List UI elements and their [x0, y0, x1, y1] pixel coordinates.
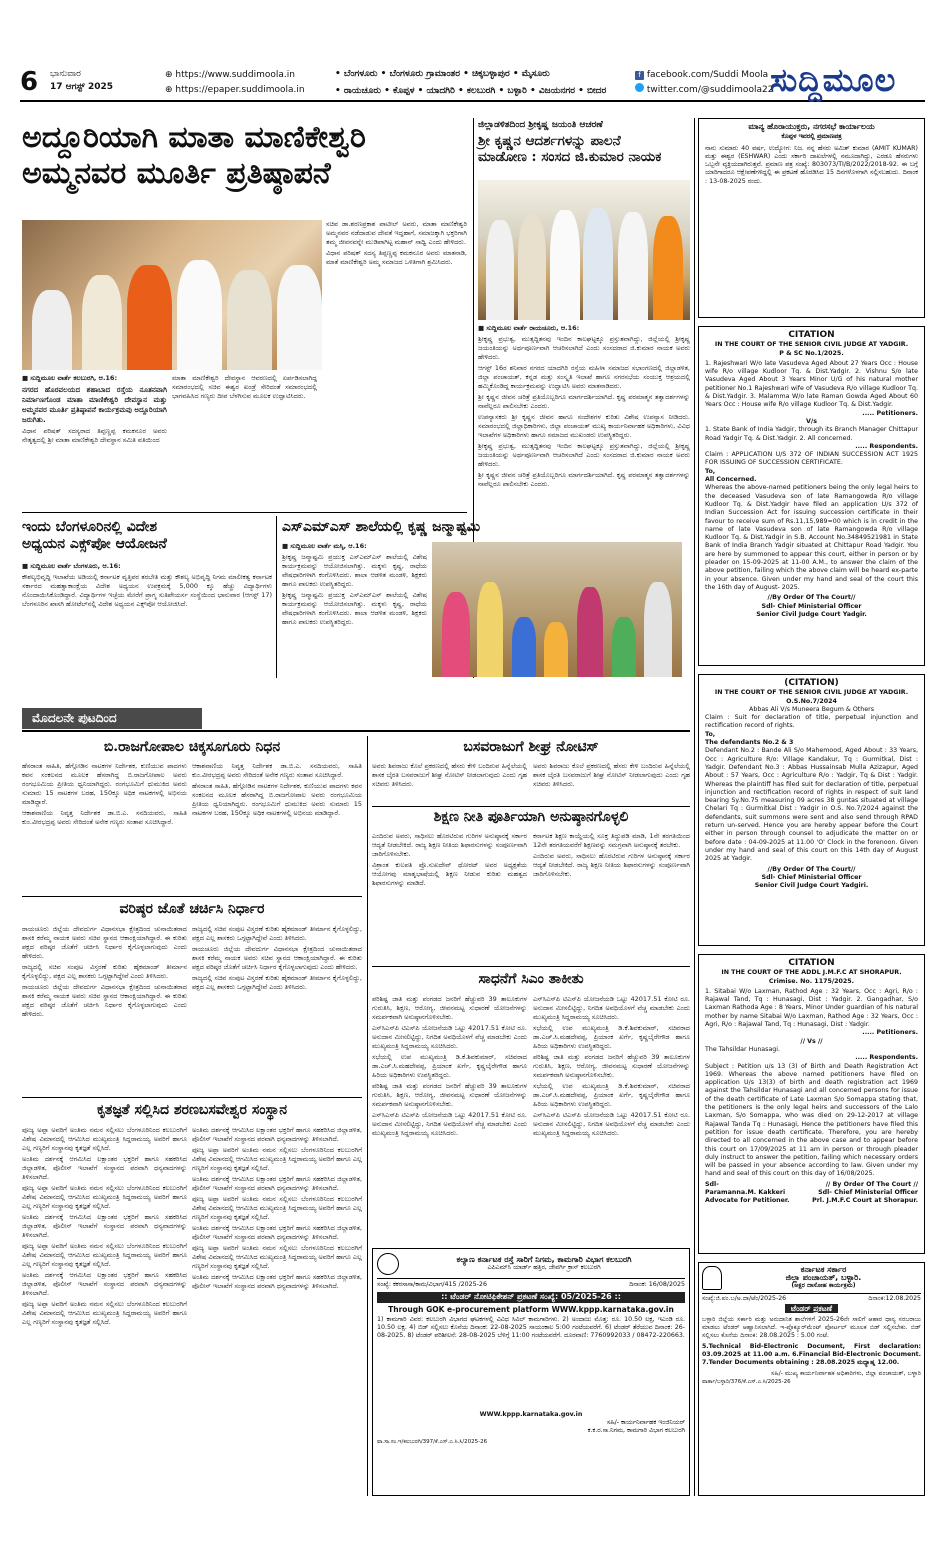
- ballari-tender-label: ಟೆಂಡರ್ ಪ್ರಕಟಣೆ: [785, 1304, 838, 1313]
- janmashtami-paragraph: ಶ್ರೀಕೃಷ್ಣ ಜನ್ಮಾಷ್ಟಮಿ ಪ್ರಯುಕ್ತ ಎಸ್‌ಎಮ್‌ಎಸ್ ಶಾಲೆಯಲ್ಲಿ ವಿಶೇಷ ಕಾರ್ಯಕ್ರಮವನ್ನು ಆಯೋಜಿಸಲಾಗಿತ್ತು. ಮಕ್ಕಳು ಕೃಷ್ಣ, ರಾಧೆಯ ವೇಷಧಾರಿಗಳಾಗಿ ಕಂಗೊಳಿಸಿದರು. ಶಾಲಾ ಆಡಳಿತ ಮಂಡಳಿ, ಶಿಕ್ಷಕರು ಹಾಗೂ ಪಾಲಕರು ಉಪಸ್ಥಿತರಿದ್ದರು.: [282, 553, 427, 588]
- kkrtc-signer-office: ಕ.ಕ.ರ.ಸಾ.ನಿಗಮ, ಕಾಮಗಾರಿ ವಿಭಾಗ ಕಲಬುರಗಿ: [587, 1427, 685, 1435]
- divider: [22, 730, 690, 732]
- sharana-paragraph: ಪೂಜ್ಯ ಅಪ್ಪಾ ಅವರಿಗೆ ಅಂತಿಮ ನಮನ ಸಲ್ಲಿಸಲು ಬೆಂಗಳೂರಿನಿಂದ ಕಲಬುರಗಿಗೆ ವಿಶೇಷ ವಿಮಾನದಲ್ಲಿ ಆಗಮಿಸಿದ ಮುಖ್ಯಮಂತ್ರಿ ಸಿದ್ದರಾಮಯ್ಯ ಅವರಿಗೆ ಹಾಗೂ ಎಲ್ಲ ಗಣ್ಯರಿಗೆ ಸಂಸ್ಥಾನವು ಕೃತಜ್ಞತೆ ಸಲ್ಲಿಸಿದೆ.: [22, 1184, 187, 1210]
- citation-respondents-label: ..... Respondents.: [855, 442, 918, 450]
- citation-order: //By Order Of The Court//: [767, 594, 856, 602]
- citation-vs: V/s: [806, 417, 817, 425]
- ballari-title2: ಜಿಲ್ಲಾ ಪಂಚಾಯತ್, ಬಳ್ಳಾರಿ.: [785, 1273, 862, 1283]
- facebook-icon: f: [635, 71, 644, 80]
- website-links: [165, 68, 305, 98]
- expo-paragraph: ಕೌಶಲ್ಯಭಿವೃದ್ಧಿ ಇಲಾಖೆಯ ಅಡಿಯಲ್ಲಿ ಕರ್ನಾಟಕ ವೃತ್ತಿಪರ ತರಬೇತಿ ಮತ್ತು ಕೌಶಲ್ಯ ಅಭಿವೃದ್ಧಿ ನಿಗಮ ಮಾಲೀಕತ್ವ ಕರ್ನಾಟಕ ಸರ್ಕಾರದ ಮಹತ್ವಾಕಾಂಕ್ಷೆಯ ವಿದೇಶ ಅಧ್ಯಯನ ಉಪಕ್ರಮಕ್ಕೆ 5,000 ಕ್ಕೂ ಹೆಚ್ಚು ವಿದ್ಯಾರ್ಥಿಗಳು ನೊಂದಾಯಿಸಿಕೊಂಡಿದ್ದಾರೆ. ವಿದ್ಯಾರ್ಥಿಗಳ ಇಚ್ಛೆಯ ಮೇರೆಗೆ ಪ್ರಾಗ್ಮ ಸುತಿಪೇಯರ್ಸ ಸಂಸ್ಥೆಯಿಂದ ಭಾನುವಾರ (ಆಗಸ್ಟ್ 17) ಬೆಂಗಳೂರಿನ ಖಾಸಗಿ ಹೋಟೆಲ್‌ನಲ್ಲಿ ವಿದೇಶ ಅಧ್ಯಯನ ಎಕ್ಸ್‌ಪೋ ಆಯೋಜಿಸಿದೆ.: [22, 573, 272, 608]
- nirdhara-paragraph: ರಾಜ್ಯದಲ್ಲಿ ಸಚಿವ ಸಂಪುಟ ವಿಸ್ತರಣೆ ಕುರಿತು ಹೈಕಮಾಂಡ್ ತೀರ್ಮಾನ ಕೈಗೊಳ್ಳಲಿದ್ದು, ಪಕ್ಷದ ಎಲ್ಲ ಶಾಸಕರು ಒಗ್ಗಟ್ಟಾಗಿದ್ದೇವೆ ಎಂದು ತಿಳಿಸಿದರು.: [192, 925, 362, 942]
- shikshana-paragraph: ವಿಶ್ರಾಂತ ಕುಲಪತಿ ಪ್ರೊ.ಸುಖದೇವ್ ಥೋರಟ್ ಅವರ ಅಧ್ಯಕ್ಷತೆಯ ಆಯೋಗವು ಮಾತೃಭಾಷೆಯಲ್ಲಿ ಶಿಕ್ಷಣ ನೀಡುವ ಕುರಿತು ಮಹತ್ವದ ಶಿಫಾರಸುಗಳನ್ನು ಮಾಡಿದೆ.: [372, 861, 527, 887]
- section-band: ಮೊದಲನೇ ಪುಟದಿಂದ: [22, 708, 202, 729]
- janmashtami-photo: [432, 542, 682, 677]
- lead-intro: ನಗರದ ಹೊರವಲಯದ ಶಹಾಬಾದ ರಸ್ತೆಯ ನೂತನವಾಗಿ ನಿರ್ಮಾಣಗೊಂಡ ಮಾತಾ ಮಾಣಿಕೇಶ್ವರಿ ದೇವಸ್ಥಾನ ಮತ್ತು ಅಮ್ಮನವರ ಮೂರ್ತಿ ಪ್ರತಿಷ್ಠಾಪನೆ ಕಾರ್ಯಕ್ರಮವು ಅದ್ದೂರಿಯಾಗಿ ಜರುಗಿತು.: [22, 385, 167, 424]
- shikshana-paragraph: ಎಂದಿರುವ ಅವರು, ಸಾಧಿಸಲು ಹೊರಟಿರುವ ಗುರಿಗಳ ಅನುಷ್ಠಾನಕ್ಕೆ ಸರ್ಕಾರ ಆದ್ಯತೆ ನೀಡಬೇಕಿದೆ. ರಾಜ್ಯ ಶಿಕ್ಷಣ ನೀತಿಯ ಶಿಫಾರಸುಗಳನ್ನು ಸಂಪೂರ್ಣವಾಗಿ ಜಾರಿಗೊಳಿಸಬೇಕು.: [533, 852, 690, 878]
- janmashtami-body: [282, 542, 427, 677]
- sharana-paragraph: ಅಂತಿಮ ದರ್ಶನಕ್ಕೆ ಆಗಮಿಸಿದ ಲಕ್ಷಾಂತರ ಭಕ್ತರಿಗೆ ಹಾಗೂ ಸಹಕರಿಸಿದ ಜಿಲ್ಲಾಡಳಿತ, ಪೊಲೀಸ್ ಇಲಾಖೆಗೆ ಸಂಸ್ಥಾನದ ಪರವಾಗಿ ಧನ್ಯವಾದಗಳನ್ನು ತಿಳಿಸಲಾಗಿದೆ.: [22, 1271, 187, 1297]
- sharana-paragraph: ಪೂಜ್ಯ ಅಪ್ಪಾ ಅವರಿಗೆ ಅಂತಿಮ ನಮನ ಸಲ್ಲಿಸಲು ಬೆಂಗಳೂರಿನಿಂದ ಕಲಬುರಗಿಗೆ ವಿಶೇಷ ವಿಮಾನದಲ್ಲಿ ಆಗಮಿಸಿದ ಮುಖ್ಯಮಂತ್ರಿ ಸಿದ್ದರಾಮಯ್ಯ ಅವರಿಗೆ ಹಾಗೂ ಎಲ್ಲ ಗಣ್ಯರಿಗೆ ಸಂಸ್ಥಾನವು ಕೃತಜ್ಞತೆ ಸಲ್ಲಿಸಿದೆ.: [192, 1146, 362, 1172]
- ballari-title3: (ಅಕ್ಷರ ದಾಸೋಹ ಕಾರ್ಯಕ್ರಮ): [791, 1282, 856, 1290]
- shikshana-paragraph: ಎಂದಿರುವ ಅವರು, ಸಾಧಿಸಲು ಹೊರಟಿರುವ ಗುರಿಗಳ ಅನುಷ್ಠಾನಕ್ಕೆ ಸರ್ಕಾರ ಆದ್ಯತೆ ನೀಡಬೇಕಿದೆ. ರಾಜ್ಯ ಶಿಕ್ಷಣ ನೀತಿಯ ಶಿಫಾರಸುಗಳನ್ನು ಸಂಪೂರ್ಣವಾಗಿ ಜಾರಿಗೊಳಿಸಬೇಕು.: [372, 832, 527, 858]
- sadhane-paragraph: ಪರಿಶಿಷ್ಟ ಜಾತಿ ಮತ್ತು ಪಂಗಡದ ಜನರಿಗೆ ಹೆಚ್ಚುವರಿ 39 ತಾಲೂಕುಗಳ ಗುರುತಿಸಿ, ಶಿಕ್ಷಣ, ಆರೋಗ್ಯ, ಜೀವನಮಟ್ಟ ಸುಧಾರಣೆ ಯೋಜನೆಗಳನ್ನು ಸಮರ್ಪಕವಾಗಿ ಅನುಷ್ಠಾನಗೊಳಿಸಬೇಕು.: [533, 1053, 690, 1079]
- citation-vs: // Vs //: [800, 1037, 823, 1045]
- sadhane-paragraph: ಎಸ್‌ಸಿಎಸ್‌ಪಿ ಟಿಎಸ್‌ಪಿ ಯೋಜನೆಯಡಿ ಒಟ್ಟು 42017.51 ಕೋಟಿ ರೂ. ಅನುದಾನ ಮೀಸಲಿಟ್ಟಿದ್ದು, ನಿಗದಿತ ಅವಧಿಯೊಳಗೆ ವೆಚ್ಚ ಮಾಡಬೇಕು ಎಂದು ಮುಖ್ಯಮಂತ್ರಿ ಸಿದ್ದರಾಮಯ್ಯ ಸೂಚಿಸಿದರು.: [533, 995, 690, 1021]
- sharana-paragraph: ಅಂತಿಮ ದರ್ಶನಕ್ಕೆ ಆಗಮಿಸಿದ ಲಕ್ಷಾಂತರ ಭಕ್ತರಿಗೆ ಹಾಗೂ ಸಹಕರಿಸಿದ ಜಿಲ್ಲಾಡಳಿತ, ಪೊಲೀಸ್ ಇಲಾಖೆಗೆ ಸಂಸ್ಥಾನದ ಪರವಾಗಿ ಧನ್ಯವಾದಗಳನ್ನು ತಿಳಿಸಲಾಗಿದೆ.: [192, 1126, 362, 1143]
- citation-parties: 1. Rajeshwari W/o late Vasudeva Aged About 27 Years Occ : House wife R/o village Kudloor Tq. & Dist.Yadgir. 2. Vishnu S/o late Vasudeva Aged About 3 Years Minor U/G of his natural mother petitioner No.1 Rajeshwari wife of Vasudeva R/o village Kudloor Tq. & Dist.Yadgir. 3. Malamma W/o late Raman Gowda Aged About 60 Years Occ : House wife R/o village Kudloor Tq. & Dist.Yadgir.: [705, 359, 918, 409]
- divider: [22, 1097, 362, 1098]
- rajagopal-col-1: [22, 762, 187, 892]
- citation-order: //By Order Of The Court//: [767, 865, 856, 873]
- lead-col-2: [172, 374, 317, 506]
- sharana-paragraph: ಪೂಜ್ಯ ಅಪ್ಪಾ ಅವರಿಗೆ ಅಂತಿಮ ನಮನ ಸಲ್ಲಿಸಲು ಬೆಂಗಳೂರಿನಿಂದ ಕಲಬುರಗಿಗೆ ವಿಶೇಷ ವಿಮಾನದಲ್ಲಿ ಆಗಮಿಸಿದ ಮುಖ್ಯಮಂತ್ರಿ ಸಿದ್ದರಾಮಯ್ಯ ಅವರಿಗೆ ಹಾಗೂ ಎಲ್ಲ ಗಣ್ಯರಿಗೆ ಸಂಸ್ಥಾನವು ಕೃತಜ್ಞತೆ ಸಲ್ಲಿಸಿದೆ.: [22, 1300, 187, 1326]
- sharana-col-2: [192, 1126, 362, 1496]
- facebook-link[interactable]: f facebook.com/Suddi Moola: [635, 68, 773, 83]
- sharana-paragraph: ಅಂತಿಮ ದರ್ಶನಕ್ಕೆ ಆಗಮಿಸಿದ ಲಕ್ಷಾಂತರ ಭಕ್ತರಿಗೆ ಹಾಗೂ ಸಹಕರಿಸಿದ ಜಿಲ್ಲಾಡಳಿತ, ಪೊಲೀಸ್ ಇಲಾಖೆಗೆ ಸಂಸ್ಥಾನದ ಪರವಾಗಿ ಧನ್ಯವಾದಗಳನ್ನು ತಿಳಿಸಲಾಗಿದೆ.: [192, 1273, 362, 1290]
- sharana-paragraph: ಪೂಜ್ಯ ಅಪ್ಪಾ ಅವರಿಗೆ ಅಂತಿಮ ನಮನ ಸಲ್ಲಿಸಲು ಬೆಂಗಳೂರಿನಿಂದ ಕಲಬುರಗಿಗೆ ವಿಶೇಷ ವಿಮಾನದಲ್ಲಿ ಆಗಮಿಸಿದ ಮುಖ್ಯಮಂತ್ರಿ ಸಿದ್ದರಾಮಯ್ಯ ಅವರಿಗೆ ಹಾಗೂ ಎಲ್ಲ ಗಣ್ಯರಿಗೆ ಸಂಸ್ಥಾನವು ಕೃತಜ್ಞತೆ ಸಲ್ಲಿಸಿದೆ.: [192, 1244, 362, 1270]
- koppal-subtitle: ಕೊಪ್ಪಳ ಇವರಲ್ಲಿ ಪ್ರಮಾಣಪತ್ರ: [781, 133, 842, 141]
- divider: [22, 512, 467, 513]
- edition-cities-row2: • ರಾಯಚೂರು • ಕೊಪ್ಪಳ • ಯಾದಗಿರಿ • ಕಲಬುರಗಿ • ಬಳ್ಳಾರಿ • ವಿಜಯನಗರ • ಬೀದರ: [335, 86, 607, 96]
- divider: [372, 806, 690, 807]
- kkrtc-date: ದಿನಾಂಕ: 16/08/2025: [629, 1281, 685, 1288]
- basavaraj-paragraph: ಅವರು ಶಿವರಾಜು ಕೊಲೆ ಪ್ರಕರಣದಲ್ಲಿ ಹೆಸರು ಕೇಳಿ ಬಂದಿರುವ ಹಿನ್ನೆಲೆಯಲ್ಲಿ ಶಾಸಕ ಬೈರತಿ ಬಸವರಾಜುಗೆ ಶೀಘ್ರ ನೋಟಿಸ್ ನೀಡಲಾಗುವುದು ಎಂದು ಗೃಹ ಸಚಿವರು ತಿಳಿಸಿದರು.: [533, 762, 690, 788]
- newspaper-logo: ಸುದ್ದಿಮೂಲ: [770, 61, 897, 99]
- divider: [22, 896, 362, 897]
- krishna-paragraph: ಶ್ರೀ ಕೃಷ್ಣನ ಜೀವನ ಚರಿತ್ರೆ ಪ್ರತಿಯೊಬ್ಬರಿಗೂ ಮಾರ್ಗದರ್ಶಿಯಾಗಿದೆ. ಕೃಷ್ಣ ಪರಮಾತ್ಮನ ತತ್ವಾದರ್ಶಗಳನ್ನು ನಾವೆಲ್ಲರೂ ಪಾಲಿಸಬೇಕು ಎಂದರು.: [478, 393, 690, 410]
- rajagopal-headline: ಬಿ.ರಾಜಗೋಪಾಲ ಚಿಕ್ಕಸೂಗೂರು ನಿಧನ: [103, 739, 281, 755]
- edition-cities: [335, 66, 606, 100]
- rajagopal-col-2: [192, 762, 362, 892]
- sharana-paragraph: ಅಂತಿಮ ದರ್ಶನಕ್ಕೆ ಆಗಮಿಸಿದ ಲಕ್ಷಾಂತರ ಭಕ್ತರಿಗೆ ಹಾಗೂ ಸಹಕರಿಸಿದ ಜಿಲ್ಲಾಡಳಿತ, ಪೊಲೀಸ್ ಇಲಾಖೆಗೆ ಸಂಸ್ಥಾನದ ಪರವಾಗಿ ಧನ್ಯವಾದಗಳನ್ನು ತಿಳಿಸಲಾಗಿದೆ.: [22, 1213, 187, 1239]
- citation-addressee: The defendants No.2 & 3: [705, 739, 794, 747]
- sadhane-paragraph: ಸಭೆಯಲ್ಲಿ ಉಪ ಮುಖ್ಯಮಂತ್ರಿ ಡಿ.ಕೆ.ಶಿವಕುಮಾರ್, ಸಚಿವರಾದ ಡಾ.ಎಚ್.ಸಿ.ಮಹದೇವಪ್ಪ, ಪ್ರಿಯಾಂಕ ಖರ್ಗೆ, ಕೃಷ್ಣಬೈರೇಗೌಡ ಹಾಗೂ ಹಿರಿಯ ಅಧಿಕಾರಿಗಳು ಉಪಸ್ಥಿತರಿದ್ದರು.: [533, 1024, 690, 1050]
- sadhane-paragraph: ಎಸ್‌ಸಿಎಸ್‌ಪಿ ಟಿಎಸ್‌ಪಿ ಯೋಜನೆಯಡಿ ಒಟ್ಟು 42017.51 ಕೋಟಿ ರೂ. ಅನುದಾನ ಮೀಸಲಿಟ್ಟಿದ್ದು, ನಿಗದಿತ ಅವಧಿಯೊಳಗೆ ವೆಚ್ಚ ಮಾಡಬೇಕು ಎಂದು ಮುಖ್ಯಮಂತ್ರಿ ಸಿದ್ದರಾಮಯ್ಯ ಸೂಚಿಸಿದರು.: [533, 1111, 690, 1137]
- expo-dateline: ■ ಸುದ್ದಿಮೂಲ ವಾರ್ತೆ ಬೆಂಗಳೂರು, ಆ.16:: [22, 562, 121, 570]
- expo-body: [22, 562, 272, 677]
- sharana-paragraph: ಪೂಜ್ಯ ಅಪ್ಪಾ ಅವರಿಗೆ ಅಂತಿಮ ನಮನ ಸಲ್ಲಿಸಲು ಬೆಂಗಳೂರಿನಿಂದ ಕಲಬುರಗಿಗೆ ವಿಶೇಷ ವಿಮಾನದಲ್ಲಿ ಆಗಮಿಸಿದ ಮುಖ್ಯಮಂತ್ರಿ ಸಿದ್ದರಾಮಯ್ಯ ಅವರಿಗೆ ಹಾಗೂ ಎಲ್ಲ ಗಣ್ಯರಿಗೆ ಸಂಸ್ಥಾನವು ಕೃತಜ್ಞತೆ ಸಲ್ಲಿಸಿದೆ.: [22, 1126, 187, 1152]
- nirdhara-col-1: [22, 925, 187, 1093]
- citation-court: IN THE COURT OF THE SENIOR CIVIL JUDGE AT YADGIR.: [714, 341, 909, 349]
- sadhane-paragraph: ಎಸ್‌ಸಿಎಸ್‌ಪಿ ಟಿಎಸ್‌ಪಿ ಯೋಜನೆಯಡಿ ಒಟ್ಟು 42017.51 ಕೋಟಿ ರೂ. ಅನುದಾನ ಮೀಸಲಿಟ್ಟಿದ್ದು, ನಿಗದಿತ ಅವಧಿಯೊಳಗೆ ವೆಚ್ಚ ಮಾಡಬೇಕು ಎಂದು ಮುಖ್ಯಮಂತ್ರಿ ಸಿದ್ದರಾಮಯ್ಯ ಸೂಚಿಸಿದರು.: [372, 1024, 527, 1050]
- ballari-items: 5.Technical Bid-Electronic Document, First declaration: 03.09.2025 at 11.00 a.m. 6.Financial Bid-Electronic Document. 7.Tender Documents obtaining : 28.08.2025 ಮಧ್ಯಾಹ್ನ 12.00.: [702, 1342, 921, 1367]
- rajagopal-paragraph: ಆಕಾಶವಾಣಿಯ ನಿವೃತ್ತ ನಿರ್ದೇಶಕ ಡಾ.ಬಿ.ಎ. ಸನದಿಯವರು, ಸಾಹಿತಿ ಕುಂ.ವೀರಭದ್ರಪ್ಪ ಅವರು ಸೇರಿದಂತೆ ಅನೇಕ ಗಣ್ಯರು ಸಂತಾಪ ಸೂಚಿಸಿದ್ದಾರೆ.: [192, 762, 362, 779]
- citation-petitioners-label: ..... Petitioners.: [862, 1029, 918, 1037]
- citation-case-number: Crimise. No. 1175/2025.: [768, 977, 855, 985]
- citation-parties: 1. Sitabai W/o Laxman, Rathod Age : 32 Years, Occ : Agri, R/o : Rajawal Tand, Tq : Hunasagi, Dist : Yadgir. 2. Gangadhar, S/o Laxman Rathoda Age : 8 Years, Minor Under guardian of his natural mother by name Sitabai W/o Laxman, Rathod Age : 32 Years, Occ : Agri, R/o : Rajawal Tand, Tq : Hunasagi, Dist : Yadgir.: [705, 987, 918, 1029]
- divider: [372, 966, 690, 967]
- sadhane-paragraph: ಎಸ್‌ಸಿಎಸ್‌ಪಿ ಟಿಎಸ್‌ಪಿ ಯೋಜನೆಯಡಿ ಒಟ್ಟು 42017.51 ಕೋಟಿ ರೂ. ಅನುದಾನ ಮೀಸಲಿಟ್ಟಿದ್ದು, ನಿಗದಿತ ಅವಧಿಯೊಳಗೆ ವೆಚ್ಚ ಮಾಡಬೇಕು ಎಂದು ಮುಖ್ಯಮಂತ್ರಿ ಸಿದ್ದರಾಮಯ್ಯ ಸೂಚಿಸಿದರು.: [372, 1111, 527, 1137]
- nirdhara-paragraph: ರಾಯಚೂರು ಜಿಲ್ಲೆಯ ದೇವದುರ್ಗ ವಿಧಾನಸಭಾ ಕ್ಷೇತ್ರದಿಂದ ಚುನಾಯಿತರಾದ ಶಾಸಕಿ ಕರೆಮ್ಮ ನಾಯಕ ಅವರು ಸಚಿವ ಸ್ಥಾನದ ಆಕಾಂಕ್ಷಿಯಾಗಿದ್ದಾರೆ. ಈ ಕುರಿತು ಪಕ್ಷದ ವರಿಷ್ಠರ ಜೊತೆಗೆ ಚರ್ಚಿಸಿ ನಿರ್ಧಾರ ಕೈಗೊಳ್ಳಲಾಗುವುದು ಎಂದು ಹೇಳಿದರು.: [22, 925, 187, 960]
- janmashtami-paragraph: ಶ್ರೀಕೃಷ್ಣ ಜನ್ಮಾಷ್ಟಮಿ ಪ್ರಯುಕ್ತ ಎಸ್‌ಎಮ್‌ಎಸ್ ಶಾಲೆಯಲ್ಲಿ ವಿಶೇಷ ಕಾರ್ಯಕ್ರಮವನ್ನು ಆಯೋಜಿಸಲಾಗಿತ್ತು. ಮಕ್ಕಳು ಕೃಷ್ಣ, ರಾಧೆಯ ವೇಷಧಾರಿಗಳಾಗಿ ಕಂಗೊಳಿಸಿದರು. ಶಾಲಾ ಆಡಳಿತ ಮಂಡಳಿ, ಶಿಕ್ಷಕರು ಹಾಗೂ ಪಾಲಕರು ಉಪಸ್ಥಿತರಿದ್ದರು.: [282, 591, 427, 626]
- nirdhara-headline: ವರಿಷ್ಠರ ಜೊತೆ ಚರ್ಚಿಸಿ ನಿರ್ಧಾರ: [119, 901, 265, 917]
- kkrtc-emblem-icon: [377, 1253, 399, 1275]
- rajagopal-paragraph: ಆಕಾಶವಾಣಿಯ ನಿವೃತ್ತ ನಿರ್ದೇಶಕ ಡಾ.ಬಿ.ಎ. ಸನದಿಯವರು, ಸಾಹಿತಿ ಕುಂ.ವೀರಭದ್ರಪ್ಪ ಅವರು ಸೇರಿದಂತೆ ಅನೇಕ ಗಣ್ಯರು ಸಂತಾಪ ಸೂಚಿಸಿದ್ದಾರೆ.: [22, 809, 187, 826]
- koppal-notice: [698, 118, 925, 318]
- krishna-kicker: ಜಿಲ್ಲಾಡಳಿತದಿಂದ ಶ್ರೀಕೃಷ್ಣ ಜಯಂತಿ ಆಚರಣೆ: [478, 120, 603, 130]
- krishna-headline: ಶ್ರೀ ಕೃಷ್ಣನ ಆದರ್ಶಗಳನ್ನು ಪಾಲನೆ ಮಾಡೋಣ : ಸಂಸದ ಜಿ.ಕುಮಾರ ನಾಯಕ: [478, 133, 662, 166]
- issue-date: [50, 68, 113, 94]
- court-signature: // By Order Of The Court // Sdl- Chief Ministerial Officer Prl. J.M.F.C Court at Shorapur.: [812, 1180, 918, 1205]
- ballari-date: ದಿನಾಂಕ:12.08.2025: [868, 1294, 921, 1302]
- shikshana-col-1: [372, 832, 527, 962]
- lead-paragraph: ಸಚಿವ ಡಾ.ಶರಣಪ್ರಕಾಶ ಪಾಟೀಲ್ ಅವರು, ಮಾತಾ ಮಾಣಿಕೇಶ್ವರಿ ಅಮ್ಮನವರ ನಡೆದಾಡುವ ದೇವತೆ ಇದ್ದಹಾಗೆ, ಸಮಾಜಕ್ಕಾಗಿ ಭಕ್ತರಿಗಾಗಿ ತಮ್ಮ ಜೀವನವನ್ನೇ ಮುಡಿಪಾಗಿಟ್ಟ ಮಹಾನ್ ಸಾಧ್ವಿ ಎಂದು ಹೇಳಿದರು.: [326, 220, 467, 246]
- koppal-body: ನಾನು ಸುಮಾರು 40 ವರ್ಷ, ಉದ್ಯೋಗ: ನಿಜ. ನನ್ನ ಹೆಸರು ಅಮಿತ್ ಕುಮಾರ (AMIT KUMAR) ಮತ್ತು ಈಶ್ವರ (ESHWAR) ಎಂದು ಸರ್ಕಾರಿ ದಾಖಲೆಗಳಲ್ಲಿ ನಮೂದಾಗಿದ್ದು, ಎರಡೂ ಹೆಸರುಗಳು ಒಬ್ಬನೇ ವ್ಯಕ್ತಿಯದಾಗಿರುತ್ತವೆ. ಪ್ರಮಾಣ ಪತ್ರ ಸಂಖ್ಯೆ: 803073/TI/B/2022/2018-92. ಈ ಬಗ್ಗೆ ಯಾರಿಗಾದರೂ ಆಕ್ಷೇಪಣೆಗಳಿದ್ದಲ್ಲಿ ಈ ಪ್ರಕಟಣೆ ಹೊರಡಿಸಿದ 15 ದಿನಗಳೊಳಗಾಗಿ ಸಲ್ಲಿಸಬಹುದು. ದಿನಾಂಕ : 13-08-2025 ರಂದು.: [705, 144, 918, 185]
- sharana-paragraph: ಅಂತಿಮ ದರ್ಶನಕ್ಕೆ ಆಗಮಿಸಿದ ಲಕ್ಷಾಂತರ ಭಕ್ತರಿಗೆ ಹಾಗೂ ಸಹಕರಿಸಿದ ಜಿಲ್ಲಾಡಳಿತ, ಪೊಲೀಸ್ ಇಲಾಖೆಗೆ ಸಂಸ್ಥಾನದ ಪರವಾಗಿ ಧನ್ಯವಾದಗಳನ್ನು ತಿಳಿಸಲಾಗಿದೆ.: [192, 1224, 362, 1241]
- basavaraj-col-2: [533, 762, 690, 804]
- krishna-paragraph: ಆಗಸ್ಟ್ 16ರ ಶನಿವಾರ ನಗರದ ಯಾದಗಿರಿ ರಸ್ತೆಯ ಮಹಿಳಾ ಸಮಾಜದ ಸಭಾಂಗಣದಲ್ಲಿ ಜಿಲ್ಲಾಡಳಿತ, ಜಿಲ್ಲಾ ಪಂಚಾಯತ್, ಕನ್ನಡ ಮತ್ತು ಸಂಸ್ಕೃತಿ ಇಲಾಖೆ ಹಾಗೂ ನಗರಸಭೆಯ ಸಂಯುಕ್ತ ಆಶ್ರಯದಲ್ಲಿ ಹಮ್ಮಿಕೊಂಡಿದ್ದ ಕಾರ್ಯಕ್ರಮವನ್ನು ಉದ್ಘಾಟಿಸಿ ಅವರು ಮಾತನಾಡಿದರು.: [478, 364, 690, 390]
- kkrtc-body: 1) ಕಾಮಗಾರಿ ವಿವರ: ಕಲಬುರಗಿ ವಿಭಾಗದ ಘಟಕಗಳಲ್ಲಿ ವಿವಿಧ ಸಿವಿಲ್ ಕಾಮಗಾರಿಗಳು. 2) ಅಂದಾಜು ಮೊತ್ತ: ರೂ. 10.50 ಲಕ್ಷ, ಇಎಂಡಿ ರೂ. 10.50 ಲಕ್ಷ. 4) ಬಿಡ್ ಸಲ್ಲಿಸಲು ಕೊನೆಯ ದಿನಾಂಕ: 22-08-2025 ಸಾಯಂಕಾಲ 5:00 ಗಂಟೆಯವರೆಗೆ. 6) ಟೆಂಡರ್ ತೆರೆಯುವ ದಿನಾಂಕ: 26-08-2025. 8) ಟೆಂಡರ್ ಪರಿಶೀಲನೆ: 28-08-2025 ಬೆಳಿಗ್ಗೆ 11:00 ಗಂಟೆಯವರೆಗೆ. ದೂರವಾಣಿ: 7760992033 / 08472-220663.: [377, 1315, 685, 1340]
- citation-court: IN THE COURT OF THE SENIOR CIVIL JUDGE AT YADGIR.: [714, 689, 909, 697]
- rajagopal-paragraph: ಹೆಸರಾಂತ ಸಾಹಿತಿ, ಹೆಗ್ಗೋಡಿನ ನಾಟಕಗಳ ನಿರ್ದೇಶಕ, ಕುಣಿಯುವ ಪಾದಗಳು ಕವನ ಸಂಕಲನದ ಮೂಲಕ ಹೆಸರಾಗಿದ್ದ ಬಿ.ರಾಜಗೋಪಾಲ ಅವರು ರಂಗಭೂಮಿಯ ಪ್ರೀತಿಯ ಧ್ವನಿಯಾಗಿದ್ದರು. ರಂಗಭೂಮಿಗೆ ಧುಮುಕಿದ ಅವರು ಸುಮಾರು 15 ನಾಟಕಗಳ ಬರಹ, 150ಕ್ಕೂ ಅಧಿಕ ನಾಟಕಗಳಲ್ಲಿ ಅಭಿನಯ ಮಾಡಿದ್ದಾರೆ.: [192, 782, 362, 817]
- kkrtc-tender-ad: [372, 1248, 690, 1496]
- citation-shorapur-notice: [698, 954, 925, 1254]
- shikshana-paragraph: ಕರ್ನಾಟಕ ಶಿಕ್ಷಣ ಕಾಯ್ದೆಯಲ್ಲಿ ಸೂಕ್ತ ತಿದ್ದುಪಡಿ ಮಾಡಿ, 1ನೇ ತರಗತಿಯಿಂದ 12ನೇ ತರಗತಿಯವರೆಗೆ ಶಿಕ್ಷಣವನ್ನು ಸಮಗ್ರವಾಗಿ ಅನುಷ್ಠಾನಕ್ಕೆ ತರಬೇಕು.: [533, 832, 690, 849]
- nirdhara-paragraph: ರಾಯಚೂರು ಜಿಲ್ಲೆಯ ದೇವದುರ್ಗ ವಿಧಾನಸಭಾ ಕ್ಷೇತ್ರದಿಂದ ಚುನಾಯಿತರಾದ ಶಾಸಕಿ ಕರೆಮ್ಮ ನಾಯಕ ಅವರು ಸಚಿವ ಸ್ಥಾನದ ಆಕಾಂಕ್ಷಿಯಾಗಿದ್ದಾರೆ. ಈ ಕುರಿತು ಪಕ್ಷದ ವರಿಷ್ಠರ ಜೊತೆಗೆ ಚರ್ಚಿಸಿ ನಿರ್ಧಾರ ಕೈಗೊಳ್ಳಲಾಗುವುದು ಎಂದು ಹೇಳಿದರು.: [22, 983, 187, 1018]
- citation-body: Subject : Petition u/s 13 (3) of Birth and Death Registration Act 1969. Whereas the above named petitioners have filed on application U/s 13(3) of birth and death registration act 1969 against the Tahsildar Hunasagi and all concerned persons for issue of the death certificate of Late Laxman S/o Somappa stating that, the petitioners is the only legal heirs and successors of the Lalo Laxman, S/o Somappa, who was died on 29-12-2017 at village Rajawal Tanda Tq : Hunasagi, Hence the petitioners have filed this petition for issue death certificate. Therefore, you are hereby directed to all concerned in the above case and to appear before this court on 17/09/2025 at 11 am in person or through pleader duly instruct to answer the petition, failing which necessary orders will be passed in your absence according to law. Given under my hand and seal of this court on this day of 16/08/2025.: [705, 1062, 918, 1178]
- lead-paragraph: ವಿಧಾನ ಪರಿಷತ್ ಸದಸ್ಯ ತಿಪ್ಪಣ್ಣಪ್ಪ ಕಮಕನೂರ ಅವರು ಮಾತನಾಡಿ, ಮಾತೆ ಮಾಣಿಕೇಶ್ವರಿ ಅಮ್ಮ ಸಮಾಜದ ಒಳಿತಿಗಾಗಿ ಶ್ರಮಿಸಿದರು.: [326, 249, 467, 266]
- kkrtc-ref: ಸಂಖ್ಯೆ: ಕಕರಸಾಸಾ/ಕಾಮ/ವಿಭಾಗ/415 /2025-26: [377, 1281, 487, 1288]
- sadhane-headline: ಸಾಧನೆಗೆ ಸಿಎಂ ತಾಕೀತು: [478, 971, 584, 987]
- shikshana-col-2: [533, 832, 690, 962]
- citation-to: To,: [705, 467, 716, 475]
- citation-case-number: P & SC No.1/2025.: [779, 349, 844, 357]
- citation-signature-court: Senior Civil Judge Court Yadgiri.: [754, 882, 869, 890]
- citation-body: Defendant No.2 : Bande Ali S/o Mahemood, Aged About : 33 Years, Occ : Agriculture R/o: Village Kandakur, Tq : Gurmitkal, Dist : Yadgir. Defendant No.3 : Abbas Hussainsab Mulla Azizapur, Aged About : 57 Years, Occ : Agriculture R/o : Yadgir, Tq & Dist : Yadgir. Whereas the plaintiff has filed suit for declaration of title, perpetual injunction and rectification record of rights in respect of suit land bearing Sy.No.75 measuring 09 acres 38 guntas situated at village Chelari Tq : Gurmitkal Dist : Yadgir in O.S. No.7/2024 against the defendants, suit summons were sent and also send through RPAD return un-served. Hence you are hereby appear before the Court either in person through counsel to adjudicate the matter on or before date : 04-09-2025 at 11.00 'O' Clock in the forenoon. Given under my hand and seal of this court on this 14th day of August 2025 at Yadgir.: [705, 747, 918, 863]
- issue-day: ಭಾನುವಾರ: [50, 69, 81, 79]
- krishna-photo: [478, 180, 690, 320]
- karnataka-emblem-icon: [702, 1266, 722, 1290]
- issue-date-text: 17 ಆಗಸ್ಟ್ 2025: [50, 82, 113, 92]
- sharana-paragraph: ಪೂಜ್ಯ ಅಪ್ಪಾ ಅವರಿಗೆ ಅಂತಿಮ ನಮನ ಸಲ್ಲಿಸಲು ಬೆಂಗಳೂರಿನಿಂದ ಕಲಬುರಗಿಗೆ ವಿಶೇಷ ವಿಮಾನದಲ್ಲಿ ಆಗಮಿಸಿದ ಮುಖ್ಯಮಂತ್ರಿ ಸಿದ್ದರಾಮಯ್ಯ ಅವರಿಗೆ ಹಾಗೂ ಎಲ್ಲ ಗಣ್ಯರಿಗೆ ಸಂಸ್ಥಾನವು ಕೃತಜ್ಞತೆ ಸಲ್ಲಿಸಿದೆ.: [192, 1195, 362, 1221]
- globe-icon: ⊕: [165, 70, 176, 80]
- rajagopal-paragraph: ಹೆಸರಾಂತ ಸಾಹಿತಿ, ಹೆಗ್ಗೋಡಿನ ನಾಟಕಗಳ ನಿರ್ದೇಶಕ, ಕುಣಿಯುವ ಪಾದಗಳು ಕವನ ಸಂಕಲನದ ಮೂಲಕ ಹೆಸರಾಗಿದ್ದ ಬಿ.ರಾಜಗೋಪಾಲ ಅವರು ರಂಗಭೂಮಿಯ ಪ್ರೀತಿಯ ಧ್ವನಿಯಾಗಿದ್ದರು. ರಂಗಭೂಮಿಗೆ ಧುಮುಕಿದ ಅವರು ಸುಮಾರು 15 ನಾಟಕಗಳ ಬರಹ, 150ಕ್ಕೂ ಅಧಿಕ ನಾಟಕಗಳಲ್ಲಿ ಅಭಿನಯ ಮಾಡಿದ್ದಾರೆ.: [22, 762, 187, 806]
- ballari-footer: ವಾರ್ತಾ/ಬಳ್ಳಾರಿ/376/ಕೆ.ಎಸ್.ಎ.ಸಿ/2025-26: [702, 1379, 791, 1386]
- lead-paragraph: ಮಾತಾ ಮಾಣಿಕೇಶ್ವರಿ ದೇವಸ್ಥಾನ ಆವರಣದಲ್ಲಿ ಏರ್ಪಡಿಸಲಾಗಿದ್ದ ಸಮಾರಂಭದಲ್ಲಿ ಸಚಿವ ಈಶ್ವರ ಖಂಡ್ರೆ ಸೇರಿದಂತೆ ಸಮಾರಂಭದಲ್ಲಿ ಭಾಗವಹಿಸಿದ ಗಣ್ಯರು ದೀಪ ಬೆಳಗಿಸುವ ಮೂಲಕ ಉದ್ಘಾಟಿಸಿದರು.: [172, 374, 317, 400]
- sadhane-paragraph: ಸಭೆಯಲ್ಲಿ ಉಪ ಮುಖ್ಯಮಂತ್ರಿ ಡಿ.ಕೆ.ಶಿವಕುಮಾರ್, ಸಚಿವರಾದ ಡಾ.ಎಚ್.ಸಿ.ಮಹದೇವಪ್ಪ, ಪ್ರಿಯಾಂಕ ಖರ್ಗೆ, ಕೃಷ್ಣಬೈರೇಗೌಡ ಹಾಗೂ ಹಿರಿಯ ಅಧಿಕಾರಿಗಳು ಉಪಸ್ಥಿತರಿದ್ದರು.: [533, 1082, 690, 1108]
- citation-title: CITATION: [788, 958, 835, 968]
- nirdhara-paragraph: ರಾಜ್ಯದಲ್ಲಿ ಸಚಿವ ಸಂಪುಟ ವಿಸ್ತರಣೆ ಕುರಿತು ಹೈಕಮಾಂಡ್ ತೀರ್ಮಾನ ಕೈಗೊಳ್ಳಲಿದ್ದು, ಪಕ್ಷದ ಎಲ್ಲ ಶಾಸಕರು ಒಗ್ಗಟ್ಟಾಗಿದ್ದೇವೆ ಎಂದು ತಿಳಿಸಿದರು.: [22, 963, 187, 980]
- citation-respondents-label: ..... Respondents.: [855, 1054, 918, 1062]
- janmashtami-dateline: ■ ಸುದ್ದಿಮೂಲ ವಾರ್ತೆ ಮಸ್ಕಿ, ಆ.16:: [282, 542, 367, 550]
- krishna-col-1: [478, 324, 690, 510]
- citation-os-notice: [698, 674, 925, 946]
- sharana-paragraph: ಪೂಜ್ಯ ಅಪ್ಪಾ ಅವರಿಗೆ ಅಂತಿಮ ನಮನ ಸಲ್ಲಿಸಲು ಬೆಂಗಳೂರಿನಿಂದ ಕಲಬುರಗಿಗೆ ವಿಶೇಷ ವಿಮಾನದಲ್ಲಿ ಆಗಮಿಸಿದ ಮುಖ್ಯಮಂತ್ರಿ ಸಿದ್ದರಾಮಯ್ಯ ಅವರಿಗೆ ಹಾಗೂ ಎಲ್ಲ ಗಣ್ಯರಿಗೆ ಸಂಸ್ಥಾನವು ಕೃತಜ್ಞತೆ ಸಲ್ಲಿಸಿದೆ.: [22, 1242, 187, 1268]
- basavaraj-col-1: [372, 762, 527, 804]
- lead-col-1: [22, 374, 167, 506]
- sharana-col-1: [22, 1126, 187, 1496]
- citation-title: (CITATION): [784, 678, 839, 688]
- kkrtc-notice-number: :: ಟೆಂಡರ್ ನೋಟಿಫಿಕೇಶನ್ ಪ್ರಕಟಣೆ ಸಂಖ್ಯೆ: 05/2025-26 ::: [377, 1292, 685, 1302]
- krishna-paragraph: ಶ್ರೀಕೃಷ್ಣ ಪ್ರಭುತ್ವ, ಮುತ್ಸದ್ದಿತನವು ಇಂದಿನ ಕಾಲಘಟ್ಟಕ್ಕೂ ಪ್ರಸ್ತುತವಾಗಿದ್ದು, ಜಿಲ್ಲೆಯಲ್ಲಿ ಶ್ರೀಕೃಷ್ಣ ಜಯಂತಿಯನ್ನು ಅರ್ಥಪೂರ್ಣವಾಗಿ ಆಚರಿಸಲಾಗಿದೆ ಎಂದು ಸಂಸದರಾದ ಜಿ.ಕುಮಾರ ನಾಯಕ ಅವರು ಹೇಳಿದರು.: [478, 335, 690, 361]
- nirdhara-paragraph: ರಾಜ್ಯದಲ್ಲಿ ಸಚಿವ ಸಂಪುಟ ವಿಸ್ತರಣೆ ಕುರಿತು ಹೈಕಮಾಂಡ್ ತೀರ್ಮಾನ ಕೈಗೊಳ್ಳಲಿದ್ದು, ಪಕ್ಷದ ಎಲ್ಲ ಶಾಸಕರು ಒಗ್ಗಟ್ಟಾಗಿದ್ದೇವೆ ಎಂದು ತಿಳಿಸಿದರು.: [192, 974, 362, 991]
- kkrtc-footer: ವಾ.ಸಾ.ಸಂ.ಇ/ಕಲಬುರಗಿ/397/ಕೆ.ಎಸ್.ಎ.ಸಿ.ಸಿ/2025-26: [377, 1438, 488, 1445]
- divider: [276, 516, 277, 678]
- citation-case-number: O.S.No.7/2024: [786, 697, 837, 705]
- citation-court: IN THE COURT OF THE ADDL J.M.F.C AT SHORAPUR.: [721, 969, 902, 977]
- divider: [694, 118, 695, 1496]
- citation-addressee: All Concerned.: [705, 476, 757, 484]
- basavaraj-headline: ಬಸವರಾಜುಗೆ ಶೀಘ್ರ ನೋಟಿಸ್: [463, 739, 599, 755]
- kkrtc-portal-link[interactable]: WWW.kppp.karnataka.gov.in: [479, 1410, 583, 1418]
- sadhane-paragraph: ಪರಿಶಿಷ್ಟ ಜಾತಿ ಮತ್ತು ಪಂಗಡದ ಜನರಿಗೆ ಹೆಚ್ಚುವರಿ 39 ತಾಲೂಕುಗಳ ಗುರುತಿಸಿ, ಶಿಕ್ಷಣ, ಆರೋಗ್ಯ, ಜೀವನಮಟ್ಟ ಸುಧಾರಣೆ ಯೋಜನೆಗಳನ್ನು ಸಮರ್ಪಕವಾಗಿ ಅನುಷ್ಠಾನಗೊಳಿಸಬೇಕು.: [372, 1082, 527, 1108]
- edition-cities-row1: • ಬೆಂಗಳೂರು • ಬೆಂಗಳೂರು ಗ್ರಾಮಾಂತರ • ಚಿಕ್ಕಬಳ್ಳಾಪುರ • ಮೈಸೂರು: [335, 69, 550, 79]
- citation-respondent: 1. State Bank of India Yadgir, through its Branch Manager Chittapur Road Yadgir Tq. & Dist.Yadgir. 2. All concerned.: [705, 426, 918, 442]
- ballari-tender-ad: [698, 1262, 925, 1496]
- basavaraj-paragraph: ಅವರು ಶಿವರಾಜು ಕೊಲೆ ಪ್ರಕರಣದಲ್ಲಿ ಹೆಸರು ಕೇಳಿ ಬಂದಿರುವ ಹಿನ್ನೆಲೆಯಲ್ಲಿ ಶಾಸಕ ಬೈರತಿ ಬಸವರಾಜುಗೆ ಶೀಘ್ರ ನೋಟಿಸ್ ನೀಡಲಾಗುವುದು ಎಂದು ಗೃಹ ಸಚಿವರು ತಿಳಿಸಿದರು.: [372, 762, 527, 788]
- krishna-paragraph: ಉಪನ್ಯಾಸಕರು ಶ್ರೀ ಕೃಷ್ಣನ ಜೀವನ ಹಾಗೂ ಸಂದೇಶಗಳ ಕುರಿತು ವಿಶೇಷ ಉಪನ್ಯಾಸ ನೀಡಿದರು. ಸಮಾರಂಭದಲ್ಲಿ ಜಿಲ್ಲಾಧಿಕಾರಿಗಳು, ಜಿಲ್ಲಾ ಪಂಚಾಯತ್ ಮುಖ್ಯ ಕಾರ್ಯನಿರ್ವಾಹಕ ಅಧಿಕಾರಿಗಳು, ವಿವಿಧ ಇಲಾಖೆಗಳ ಅಧಿಕಾರಿಗಳು ಹಾಗೂ ಸಮಾಜದ ಮುಖಂಡರು ಉಪಸ್ಥಿತರಿದ್ದರು.: [478, 413, 690, 439]
- sadhane-paragraph: ಪರಿಶಿಷ್ಟ ಜಾತಿ ಮತ್ತು ಪಂಗಡದ ಜನರಿಗೆ ಹೆಚ್ಚುವರಿ 39 ತಾಲೂಕುಗಳ ಗುರುತಿಸಿ, ಶಿಕ್ಷಣ, ಆರೋಗ್ಯ, ಜೀವನಮಟ್ಟ ಸುಧಾರಣೆ ಯೋಜನೆಗಳನ್ನು ಸಮರ್ಪಕವಾಗಿ ಅನುಷ್ಠಾನಗೊಳಿಸಬೇಕು.: [372, 995, 527, 1021]
- citation-signature: Sdl- Chief Ministerial Officer: [761, 602, 862, 610]
- citation-body: Whereas the above-named petitioners being the only legal heirs to the deceased Vasudeva son of late Ramangowda R/o village Kudloor Tq. & Dist.Yadgir have filed an application U/s 372 of Indian Succession Act for issuing succession certificate in their favour to receive sum of Rs.11,15,989=00 which is in credit in the name of late Vasudeva son of late Ramangowda R/o village Kudloor Tq. & Dist.Yadgir in S.B. Account No.34849521981 in State Bank of India Branch Yadgir situated at Chittapur Road Yadgir. You are here by summoned to appear this court, either in person or by pleader on 15-09-2025 at 11-00 A.M., to answer the claim of the above petition, failing which the above claim will be heard ex-parte in your absence. Given under my hand and seal of the court this the 16th day of August- 2025.: [705, 484, 918, 591]
- kkrtc-signer: ಸಹಿ/- ಕಾರ್ಯನಿರ್ವಾಹಕ ಇಂಜಿನಿಯರ್: [606, 1419, 685, 1427]
- social-links: [635, 68, 773, 98]
- lead-paragraph: ವಿಧಾನ ಪರಿಷತ್ ಸದಸ್ಯರಾದ ತಿಪ್ಪಣ್ಣಪ್ಪ ಕಮಕನೂರ ಅವರು ನೇತೃತ್ವದಲ್ಲಿ ಶ್ರೀ ಮಾತಾ ಮಾಣಿಕೇಶ್ವರಿ ದೇವಸ್ಥಾನ ಸಮಿತಿ ವತಿಯಿಂದ: [22, 427, 167, 444]
- expo-headline: ಇಂದು ಬೆಂಗಳೂರಿನಲ್ಲಿ ವಿದೇಶ ಅಧ್ಯಯನ ಎಕ್ಸ್‌ಪೋ ಆಯೋಜನೆ: [22, 519, 167, 552]
- lead-headline: ಅದ್ದೂರಿಯಾಗಿ ಮಾತಾ ಮಾಣಿಕೇಶ್ವರಿ ಅಮ್ಮನವರ ಮೂರ್ತಿ ಪ್ರತಿಷ್ಠಾಪನೆ: [22, 120, 366, 191]
- page-number: 6: [20, 67, 39, 97]
- koppal-title: ಮಾನ್ಯ ಹೊರಾಯುಕ್ತರು, ನಗರಸಭೆ ಕಾರ್ಯಾಲಯ: [748, 122, 875, 131]
- ballari-ref: ಸಂಖ್ಯೆ:ಜಿ.ಪಂ.ಬ/ಅ.ದಾ/ಟೆಂ/2025-26: [702, 1294, 787, 1302]
- advocate-signature: Sdl- Paramanna.M. Kakkeri Advocate for Petitioner.: [705, 1180, 790, 1205]
- epaper-link[interactable]: ⊕ https://epaper.suddimoola.in: [165, 85, 305, 95]
- sharana-headline: ಕೃತಜ್ಞತೆ ಸಲ್ಲಿಸಿದ ಶರಣಬಸವೇಶ್ವರ ಸಂಸ್ಥಾನ: [96, 1102, 288, 1118]
- kkrtc-title: ಕಲ್ಯಾಣ ಕರ್ನಾಟಕ ರಸ್ತೆ ಸಾರಿಗೆ ನಿಗಮ, ಕಾಮಗಾರಿ ವಿಭಾಗ ಕಲಬುರಗಿ: [456, 1254, 632, 1264]
- janmashtami-headline: ಎಸ್‌ಎಮ್‌ಎಸ್ ಶಾಲೆಯಲ್ಲಿ ಕೃಷ್ಣ ಜನ್ಮಾಷ್ಟಮಿ: [282, 519, 481, 535]
- nirdhara-paragraph: ರಾಯಚೂರು ಜಿಲ್ಲೆಯ ದೇವದುರ್ಗ ವಿಧಾನಸಭಾ ಕ್ಷೇತ್ರದಿಂದ ಚುನಾಯಿತರಾದ ಶಾಸಕಿ ಕರೆಮ್ಮ ನಾಯಕ ಅವರು ಸಚಿವ ಸ್ಥಾನದ ಆಕಾಂಕ್ಷಿಯಾಗಿದ್ದಾರೆ. ಈ ಕುರಿತು ಪಕ್ಷದ ವರಿಷ್ಠರ ಜೊತೆಗೆ ಚರ್ಚಿಸಿ ನಿರ್ಧಾರ ಕೈಗೊಳ್ಳಲಾಗುವುದು ಎಂದು ಹೇಳಿದರು.: [192, 945, 362, 971]
- lead-dateline: ■ ಸುದ್ದಿಮೂಲ ವಾರ್ತೆ ಕಲಬುರಗಿ, ಆ.16:: [22, 374, 118, 382]
- nirdhara-col-2: [192, 925, 362, 1093]
- ballari-signer: ಸಹಿ/- ಮುಖ್ಯ ಕಾರ್ಯನಿರ್ವಾಹಕ ಅಧಿಕಾರಿಗಳು, ಜಿಲ್ಲಾ ಪಂಚಾಯತ್, ಬಳ್ಳಾರಿ: [771, 1370, 921, 1378]
- sharana-paragraph: ಅಂತಿಮ ದರ್ಶನಕ್ಕೆ ಆಗಮಿಸಿದ ಲಕ್ಷಾಂತರ ಭಕ್ತರಿಗೆ ಹಾಗೂ ಸಹಕರಿಸಿದ ಜಿಲ್ಲಾಡಳಿತ, ಪೊಲೀಸ್ ಇಲಾಖೆಗೆ ಸಂಸ್ಥಾನದ ಪರವಾಗಿ ಧನ್ಯವಾದಗಳನ್ನು ತಿಳಿಸಲಾಗಿದೆ.: [192, 1175, 362, 1192]
- citation-signature-court: Senior Civil Judge Court Yadgir.: [756, 610, 867, 618]
- sadhane-paragraph: ಸಭೆಯಲ್ಲಿ ಉಪ ಮುಖ್ಯಮಂತ್ರಿ ಡಿ.ಕೆ.ಶಿವಕುಮಾರ್, ಸಚಿವರಾದ ಡಾ.ಎಚ್.ಸಿ.ಮಹದೇವಪ್ಪ, ಪ್ರಿಯಾಂಕ ಖರ್ಗೆ, ಕೃಷ್ಣಬೈರೇಗೌಡ ಹಾಗೂ ಹಿರಿಯ ಅಧಿಕಾರಿಗಳು ಉಪಸ್ಥಿತರಿದ್ದರು.: [372, 1053, 527, 1079]
- citation-title: CITATION: [788, 330, 835, 340]
- citation-claim: Claim : Suit for declaration of title, perpetual injunction and rectification record of rights.: [705, 714, 918, 730]
- citation-p-sc-notice: [698, 326, 925, 666]
- citation-respondent: The Tahsildar Hunasagi.: [705, 1045, 781, 1053]
- divider: [367, 736, 368, 1496]
- sadhane-col-1: [372, 995, 527, 1243]
- ballari-body: ಬಳ್ಳಾರಿ ಜಿಲ್ಲೆಯ ಸರ್ಕಾರಿ ಮತ್ತು ಅನುದಾನಿತ ಶಾಲೆಗಳಿಗೆ 2025-26ನೇ ಸಾಲಿಗೆ ಆಹಾರ ಧಾನ್ಯ ಸರಬರಾಜು ಮಾಡಲು ಟೆಂಡರ್ ಆಹ್ವಾನಿಸಲಾಗಿದೆ. ಇ-ಪ್ರೊಕ್ಯೂರ್‌ಮೆಂಟ್ ಪೋರ್ಟಲ್ ಮೂಲಕ ಬಿಡ್ ಸಲ್ಲಿಸಬೇಕು. ಬಿಡ್ ಸಲ್ಲಿಸಲು ಕೊನೆಯ ದಿನಾಂಕ: 28.08.2025 : 5.00 ಗಂಟೆ.: [702, 1316, 921, 1340]
- lead-col-3: [322, 220, 467, 506]
- twitter-link[interactable]: twitter.com/@suddimoola22: [635, 83, 773, 98]
- citation-parties: Abbas Ali V/s Muneera Begum & Others: [749, 705, 874, 713]
- globe-icon: ⊕: [165, 85, 176, 95]
- citation-signature: Sdl- Chief Ministerial Officer: [761, 873, 862, 881]
- twitter-icon: [635, 83, 644, 92]
- kkrtc-address: ಎಪಿಎಮ್‌ಸಿ ಯಾರ್ಡ್ ಹತ್ತಿರ, ಜೇವರ್ಗಿ ಕ್ರಾಸ್ ಕಲಬುರಗಿ: [487, 1264, 601, 1271]
- website-link[interactable]: ⊕ https://www.suddimoola.in: [165, 70, 295, 80]
- krishna-dateline: ■ ಸುದ್ದಿಮೂಲ ವಾರ್ತೆ ರಾಯಚೂರು, ಆ.16:: [478, 324, 580, 332]
- citation-claim: Claim : APPLICATION U/S 372 OF INDIAN SUCCESSION ACT 1925 FOR ISSUING OF SUCCESSION CERTIFICATE.: [705, 451, 918, 467]
- sadhane-col-2: [533, 995, 690, 1243]
- citation-to: To,: [705, 730, 716, 738]
- masthead: [20, 62, 925, 102]
- sharana-paragraph: ಅಂತಿಮ ದರ್ಶನಕ್ಕೆ ಆಗಮಿಸಿದ ಲಕ್ಷಾಂತರ ಭಕ್ತರಿಗೆ ಹಾಗೂ ಸಹಕರಿಸಿದ ಜಿಲ್ಲಾಡಳಿತ, ಪೊಲೀಸ್ ಇಲಾಖೆಗೆ ಸಂಸ್ಥಾನದ ಪರವಾಗಿ ಧನ್ಯವಾದಗಳನ್ನು ತಿಳಿಸಲಾಗಿದೆ.: [22, 1155, 187, 1181]
- krishna-paragraph: ಶ್ರೀಕೃಷ್ಣ ಪ್ರಭುತ್ವ, ಮುತ್ಸದ್ದಿತನವು ಇಂದಿನ ಕಾಲಘಟ್ಟಕ್ಕೂ ಪ್ರಸ್ತುತವಾಗಿದ್ದು, ಜಿಲ್ಲೆಯಲ್ಲಿ ಶ್ರೀಕೃಷ್ಣ ಜಯಂತಿಯನ್ನು ಅರ್ಥಪೂರ್ಣವಾಗಿ ಆಚರಿಸಲಾಗಿದೆ ಎಂದು ಸಂಸದರಾದ ಜಿ.ಕುಮಾರ ನಾಯಕ ಅವರು ಹೇಳಿದರು.: [478, 442, 690, 468]
- citation-petitioners-label: ..... Petitioners.: [862, 409, 918, 417]
- shikshana-headline: ಶಿಕ್ಷಣ ನೀತಿ ಪೂರ್ತಿಯಾಗಿ ಅನುಷ್ಠಾನಗೊಳ್ಳಲಿ: [433, 809, 629, 825]
- kkrtc-platform: Through GOK e-procurement platform WWW.kppp.karnataka.gov.in: [388, 1304, 674, 1314]
- krishna-paragraph: ಶ್ರೀ ಕೃಷ್ಣನ ಜೀವನ ಚರಿತ್ರೆ ಪ್ರತಿಯೊಬ್ಬರಿಗೂ ಮಾರ್ಗದರ್ಶಿಯಾಗಿದೆ. ಕೃಷ್ಣ ಪರಮಾತ್ಮನ ತತ್ವಾದರ್ಶಗಳನ್ನು ನಾವೆಲ್ಲರೂ ಪಾಲಿಸಬೇಕು ಎಂದರು.: [478, 471, 690, 488]
- ballari-title1: ಕರ್ನಾಟಕ ಸರ್ಕಾರ: [800, 1265, 847, 1274]
